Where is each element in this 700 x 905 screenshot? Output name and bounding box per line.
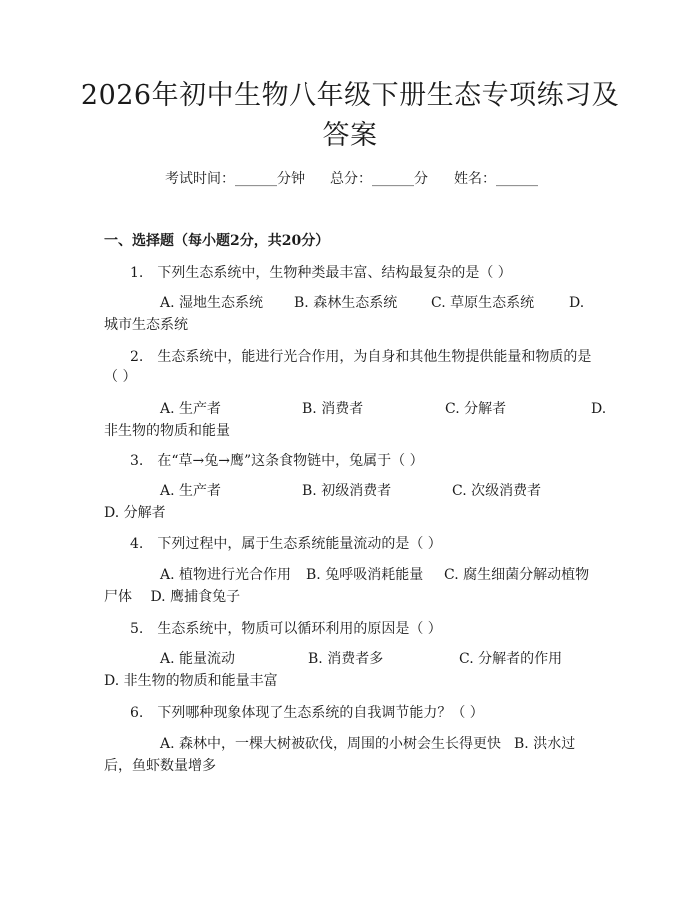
question-options (104, 480, 604, 524)
option-c: C. 分解者 (445, 401, 507, 417)
option-b: B. 森林生态系统 (294, 295, 398, 311)
exam-time-field: 考试时间：______分钟 (165, 171, 305, 187)
document-title: 2026年初中生物八年级下册生态专项练习及答案 (80, 80, 620, 151)
option-wrap: D. 非生物的物质和能量丰富 (104, 673, 278, 689)
option-d: D. (591, 401, 607, 417)
option-a: A. 能量流动 (160, 651, 236, 667)
option-a: A. 湿地生态系统 (160, 295, 264, 311)
question-stem-wrap: （ ） (104, 369, 137, 385)
option-a: A. 植物进行光合作用 (160, 567, 292, 583)
question-stem: 6. 下列哪种现象体现了生态系统的自我调节能力？（ ） (130, 705, 484, 721)
option-wrap: 城市生态系统 (104, 317, 188, 333)
question-stem: 4. 下列过程中，属于生态系统能量流动的是（ ） (130, 536, 442, 552)
question-stem: 1. 下列生态系统中，生物种类最丰富、结构最复杂的是（ ） (130, 265, 512, 281)
option-wrap: 尸体 D. 鹰捕食兔子 (104, 589, 241, 605)
total-score-field: 总分：______分 (330, 171, 428, 187)
option-d: D. (569, 295, 585, 311)
option-b: B. 初级消费者 (302, 483, 392, 499)
option-c: C. 分解者的作用 (459, 651, 563, 667)
question-options (104, 292, 604, 336)
question-options (104, 564, 604, 608)
option-c: C. 次级消费者 (452, 483, 542, 499)
option-wrap: 非生物的物质和能量 (104, 423, 230, 439)
option-a: A. 生产者 (160, 483, 222, 499)
option-a: A. 森林中，一棵大树被砍伐，周围的小树会生长得更快 (160, 736, 502, 752)
option-b: B. 兔呼吸消耗能量 (306, 567, 424, 583)
option-b: B. 洪水过 (514, 736, 576, 752)
option-c: C. 腐生细菌分解动植物 (444, 567, 590, 583)
question-stem: 2. 生态系统中，能进行光合作用，为自身和其他生物提供能量和物质的是 (130, 349, 592, 365)
question-stem: 3. 在“草→兔→鹰”这条食物链中，兔属于（ ） (130, 453, 424, 469)
question-options (104, 733, 604, 777)
option-c: C. 草原生态系统 (431, 295, 535, 311)
question-options (104, 648, 604, 692)
question-options (104, 398, 607, 442)
option-wrap: D. 分解者 (104, 505, 166, 521)
question-stem: 5. 生态系统中，物质可以循环利用的原因是（ ） (130, 621, 442, 637)
student-name-field: 姓名：______ (454, 171, 538, 187)
option-b: B. 消费者 (302, 401, 364, 417)
option-a: A. 生产者 (160, 401, 222, 417)
option-b: B. 消费者多 (308, 651, 384, 667)
option-wrap: 后，鱼虾数量增多 (104, 758, 216, 774)
section-heading: 一、选择题（每小题2分，共20分） (104, 233, 330, 249)
